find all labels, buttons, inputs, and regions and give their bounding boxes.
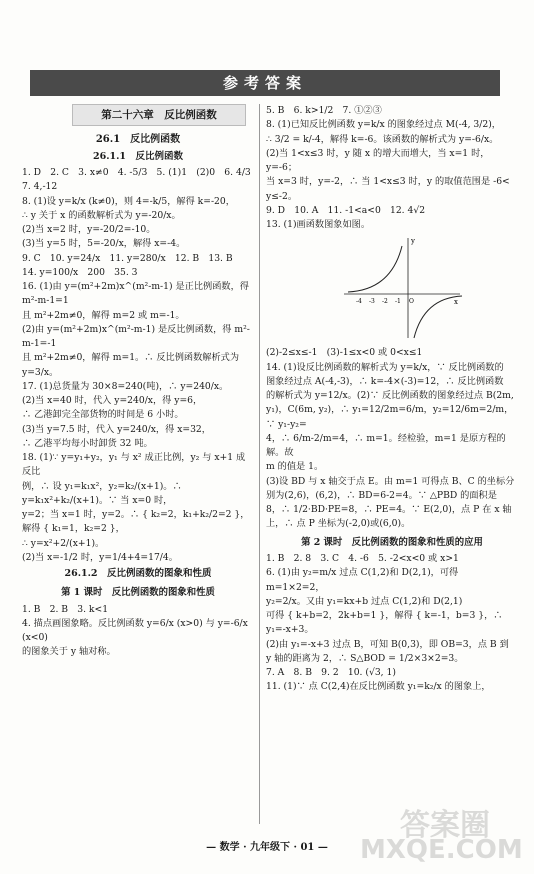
column-divider [259,104,260,824]
lesson1-title: 第 1 课时 反比例函数的图象和性质 [61,586,215,598]
watermark-logo: 答案圈 [400,808,490,843]
right-answer2-line: 别为(2,6)，(6,2)，∴ BD=6-2=4。∵ △PBD 的面积是 [266,489,497,501]
hyperbola-branch-left [348,246,402,292]
right-answer2-line: 8，∴ 1/2·BD·PE=8，∴ PE=4。∵ E(2,0)，点 P 在 x 轴 [266,504,512,515]
origin-label: O [409,298,414,306]
right-answer-line: 9. D 10. A 11. -1<a<0 12. 4√2 [266,204,426,216]
right-answer-line: ∴ 3/2 = k/-4，解得 k=-6。该函数的解析式为 y=-6/x。 [266,133,499,145]
right-answers [266,104,518,232]
left-answer-line: 例，∴ 设 y₁=k₁x²，y₂=k₂/(x+1)。∴ y=k₁x²+k₂/(x+1)。∵ 当 x=0 时， [22,480,182,506]
left-answer2-line: 1. B 2. B 3. k<1 [22,603,109,615]
right-answer2-line: 14. (1)设反比例函数的解析式为 y=k/x，∵ 反比例函数的 [266,361,504,373]
right-answer2-line: 上，∴ 点 P 坐标为(-2,0)或(6,0)。 [266,518,411,530]
chapter-title: 第二十六章 反比例函数 [72,104,246,126]
left-answer-line: 14. y=100/x 200 35. 3 [22,266,138,278]
right-answer2-line: m 的值是 1。 [266,461,324,473]
left-answer-line: 1. D 2. C 3. x≠0 4. -5/3 5. (1)1 (2)0 6. 4/3 [22,167,251,179]
lesson2-title: 第 2 课时 反比例函数的图象和性质的应用 [301,536,483,548]
right-answer-line: 5. B 6. k>1/2 7. ①②③ [266,105,382,116]
right-answer-line: (2)当 1<x≤3 时，y 随 x 的增大而增大，当 x=1 时，y=-6； [266,147,490,173]
left-answer2-line: 的图象关于 y 轴对称。 [22,646,116,658]
left-answer-line: 9. C 10. y=24/x 11. y=280/x 12. B 13. B [22,252,233,264]
right-answer-line: 当 x=3 时，y=-2，∴ 当 1<x≤3 时，y 的取值范围是 -6< [266,176,510,188]
left-column [22,104,254,660]
left-answer-line: 7. 4,-12 [22,181,58,193]
left-answer-line: ∴ y 关于 x 的函数解析式为 y=-20/x。 [22,209,181,221]
left-answer-line: (2)当 x=2 时，y=-20/2=-10。 [22,224,156,236]
right-answer3-line: y₂=2/x。又由 y₁=kx+b 过点 C(1,2)和 D(2,1) [266,595,463,607]
right-answer3-line: 11. (1)∵ 点 C(2,4)在反比例函数 y₁=k₂/x 的图象上， [266,681,491,693]
left-answers [22,166,254,565]
right-answer3-line: 6. (1)由 y₂=m/x 过点 C(1,2)和 D(2,1)，可得 m=1×2=2， [266,567,459,593]
left-answer-line: ∴ 乙港平均每小时卸货 32 吨。 [22,437,153,449]
watermark-url: MXQE.COM [360,835,523,865]
left-answer-line: y=2；当 x=1 时，y=2。∴ { k₂=2，k₁+k₂/2=2 }，解得 { k₁=1，k₂=2 }， [22,509,250,535]
left-answer-line: (2)当 x=-1/2 时，y=1/4+4=17/4。 [22,551,178,563]
right-answer2-line: (3)设 BD 与 x 轴交于点 E。由 m=1 可得点 B、C 的坐标分 [266,475,515,487]
subsection2-title: 26.1.2 反比例函数的图象和性质 [64,568,212,580]
right-answer2-line: 的解析式为 y=12/x。(2)∵ 反比例函数的图象经过点 B(2m, [266,390,514,401]
right-answer3-line: 1. B 2. 8 3. C 4. -6 5. -2<x<0 或 x>1 [266,553,459,565]
answer-key-banner: 参考答案 [30,70,500,96]
left-answer-line: (3)当 y=5 时，5=-20/x，解得 x=-4。 [22,238,186,250]
subsection-title: 26.1.1 反比例函数 [92,150,184,162]
function-graph [336,234,466,344]
right-answer3-line: 7. A 8. B 9. 2 10. (√3, 1) [266,667,396,679]
left-answer2-line: 4. 描点画图象略。反比例函数 y=6/x (x>0) 与 y=-6/x (x<0) [22,617,248,644]
right-answer2-line: (2)-2≤x≤-1 (3)-1≤x<0 或 0<x≤1 [266,347,423,359]
right-column [266,104,518,695]
right-answer2-line: y₁)，C(6m, y₂)，∴ y₁=12/2m=6/m，y₂=12/6m=2/m，∵ y₁-y₂= [266,404,514,430]
left-answer-line: (2)由 y=(m²+2m)x^(m²-m-1) 是反比例函数，得 m²-m-1=-1 [22,323,250,350]
tick-m4: -4 [356,298,362,306]
section-title: 26.1 反比例函数 [95,134,181,145]
right-answer3-line: 可得 { k+b=2，2k+b=1 }，解得 { k=-1，b=3 }，∴ y₁=-x+3。 [266,610,503,636]
left-answer-line: 且 m²+2m≠0，解得 m=1。∴ 反比例函数解析式为 y=3/x。 [22,352,240,378]
left-answers-2 [22,603,254,660]
tick-m3: -3 [369,298,375,306]
left-answer-line: (3)当 y=7.5 时，代入 y=240/x，得 x=32， [22,423,211,435]
x-axis-label: x [454,298,458,307]
right-answer-line: 8. (1)已知反比例函数 y=k/x 的图象经过点 M(-4, 3/2)， [266,119,501,131]
right-answer2-line: 图象经过点 A(-4,-3)，∴ k=-4×(-3)=12，∴ 反比例函数 [266,375,504,387]
page-footer: — 数学 · 九年级下 · 01 — [206,842,328,853]
right-answers-2 [266,346,518,531]
left-answer-line: ∴ 乙港卸完全部货物的时间是 6 小时。 [22,409,184,421]
y-axis-label: y [411,237,415,246]
left-answer-line: ∴ y=x²+2/(x+1)。 [22,537,105,549]
left-answer-line: 8. (1)设 y=k/x (k≠0)，则 4=-k/5，解得 k=-20， [22,195,235,207]
left-answer-line: 17. (1)总货量为 30×8=240(吨)，∴ y=240/x。 [22,380,229,392]
right-answer3-line: (2)由 y₁=-x+3 过点 B，可知 B(0,3)，即 OB=3，点 B 到 [266,638,509,650]
right-answers-3 [266,552,518,695]
right-answer3-line: y 轴的距离为 2，∴ S△BOD = 1/2×3×2=3。 [266,652,464,664]
left-answer-line: (2)当 x=40 时，代入 y=240/x，得 y=6， [22,395,203,407]
tick-m2: -2 [382,298,388,306]
right-answer-line: y≤-2。 [266,190,298,202]
right-answer-line: 13. (1)画函数图象如图。 [266,219,371,230]
left-answer-line: 16. (1)由 y=(m²+2m)x^(m²-m-1) 是正比例函数，得 m²-m-1=1 [22,281,249,307]
right-answer2-line: 4，∴ 6/m-2/m=4，∴ m=1。经检验，m=1 是原方程的解。故 [266,432,506,458]
left-answer-line: 18. (1)∵ y=y₁+y₂，y₁ 与 x² 成正比例，y₂ 与 x+1 成反比 [22,452,246,478]
left-answer-line: 且 m²+2m≠0，解得 m=2 或 m=-1。 [22,309,185,321]
tick-m1: -1 [395,298,401,306]
